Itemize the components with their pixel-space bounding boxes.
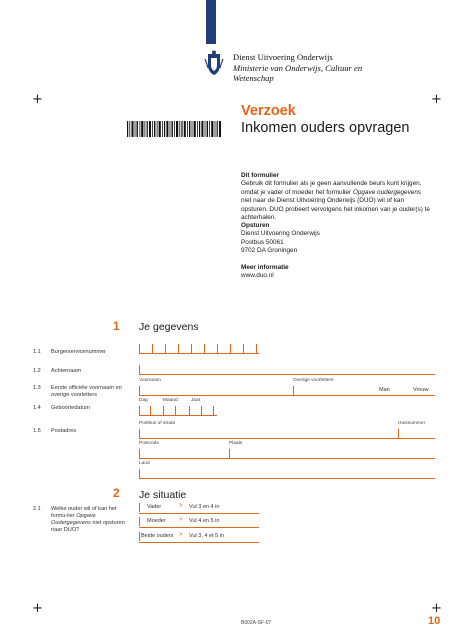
arrow-right-icon: >	[179, 503, 183, 509]
option-vader-next: Vul 3 en 4 in	[189, 504, 220, 510]
q1-4-label: Geboortedatum	[51, 405, 90, 411]
crop-mark-icon: +	[431, 601, 442, 616]
q1-1-number: 1.1	[33, 349, 41, 355]
crop-mark-icon: +	[32, 601, 43, 616]
land-field[interactable]	[139, 467, 435, 479]
q1-2-number: 1.2	[33, 368, 41, 374]
info-send-line: 9702 DA Groningen	[241, 247, 298, 255]
land-label: Land	[139, 461, 150, 466]
voornaam-field[interactable]	[139, 384, 435, 396]
maand-label: Maand	[163, 398, 178, 403]
arrow-right-icon: >	[179, 517, 183, 523]
voornaam-label: Voornaam	[139, 378, 161, 383]
q2-1-label: Welke ouder wil of kan het formu-lier Opgave Oudergegevens niet opsturen naar DUO?	[51, 506, 125, 533]
q1-5-label: Postadres	[51, 428, 77, 434]
gender-man-option[interactable]: Man	[379, 387, 390, 393]
gender-vrouw-option[interactable]: Vrouw	[413, 387, 429, 393]
barcode	[127, 121, 221, 137]
achternaam-field[interactable]	[139, 363, 435, 375]
q1-1-label: Burgerservicenummer	[51, 349, 107, 355]
option-beide-next: Vul 3, 4 et 5 in	[189, 533, 224, 539]
crest-icon	[204, 50, 224, 76]
postcode-plaats-field[interactable]	[139, 447, 435, 459]
info-more-block	[241, 264, 431, 281]
form-title: Inkomen ouders opvragen	[241, 120, 410, 136]
org-line2: Ministerie van Onderwijs, Cultuur en	[233, 62, 363, 73]
info-send-heading: Opsturen	[241, 222, 270, 229]
option-beide-label: Beide ouders	[141, 533, 174, 539]
overige-voorletters-label: Overige voorletters	[293, 378, 334, 383]
crop-mark-icon: +	[431, 92, 442, 107]
section-2-number: 2	[113, 486, 120, 500]
plaats-label: Plaats	[229, 441, 243, 446]
option-moeder-next: Vul 4 en 5 in	[189, 518, 220, 524]
form-code: B002A-SF-07	[241, 620, 272, 626]
section-1-number: 1	[113, 319, 120, 333]
dag-label: Dag	[139, 398, 148, 403]
info-send-line: Postbus 50061	[241, 238, 284, 246]
logo-bar	[206, 0, 216, 44]
page-number: 10	[428, 615, 441, 627]
option-moeder[interactable]	[139, 516, 259, 528]
bsn-field[interactable]	[139, 341, 259, 354]
info-more-heading: Meer informatie	[241, 264, 289, 271]
q1-4-number: 1.4	[33, 405, 41, 411]
option-vader-label: Vader	[147, 504, 162, 510]
option-moeder-label: Moeder	[147, 518, 166, 524]
section-2-title: Je situatie	[139, 489, 187, 501]
q2-1-number: 2.1	[33, 506, 41, 512]
section-1-title: Je gegevens	[139, 321, 199, 333]
q1-3-number: 1.3	[33, 385, 41, 391]
info-form-block	[241, 172, 431, 222]
form-title-verzoek: Verzoek	[241, 103, 296, 119]
q1-5-number: 1.5	[33, 428, 41, 434]
jaar-label: Jaar	[191, 398, 201, 403]
q1-3-label: Eerste officiële voornaam en overige voorletters	[51, 385, 122, 398]
arrow-right-icon: >	[179, 532, 183, 538]
info-form-text: Gebruik dit formulier als je geen aanvullende beurs kunt krijgen, omdat je vader of moeder het formulier Opgave oudergegevens niet naar de Dienst Uitvoering Onderwijs (DUO) wil of kan opsturen. DUO probeert vervolgens het inkomen van je ouder(s) te achterhalen.	[241, 180, 430, 222]
org-name	[233, 52, 362, 84]
info-form-heading: Dit formulier	[241, 172, 279, 179]
q1-2-label: Achternaam	[51, 368, 82, 374]
postcode-label: Postcode	[139, 441, 160, 446]
crop-mark-icon: +	[32, 92, 43, 107]
info-more-url[interactable]: www.duo.nl	[241, 272, 274, 280]
geboortedatum-field[interactable]	[139, 404, 217, 416]
org-line3: Wetenschap	[233, 73, 274, 83]
option-beide-ouders[interactable]	[139, 531, 259, 543]
option-vader[interactable]	[139, 502, 259, 514]
info-send-block	[241, 222, 431, 256]
huisnummer-label: Huisnummer	[398, 421, 426, 426]
info-send-line: Dienst Uitvoering Onderwijs	[241, 230, 320, 238]
straat-label: Postbus of straat	[139, 421, 175, 426]
org-line1: Dienst Uitvoering Onderwijs	[233, 52, 333, 62]
straat-field[interactable]	[139, 427, 435, 439]
